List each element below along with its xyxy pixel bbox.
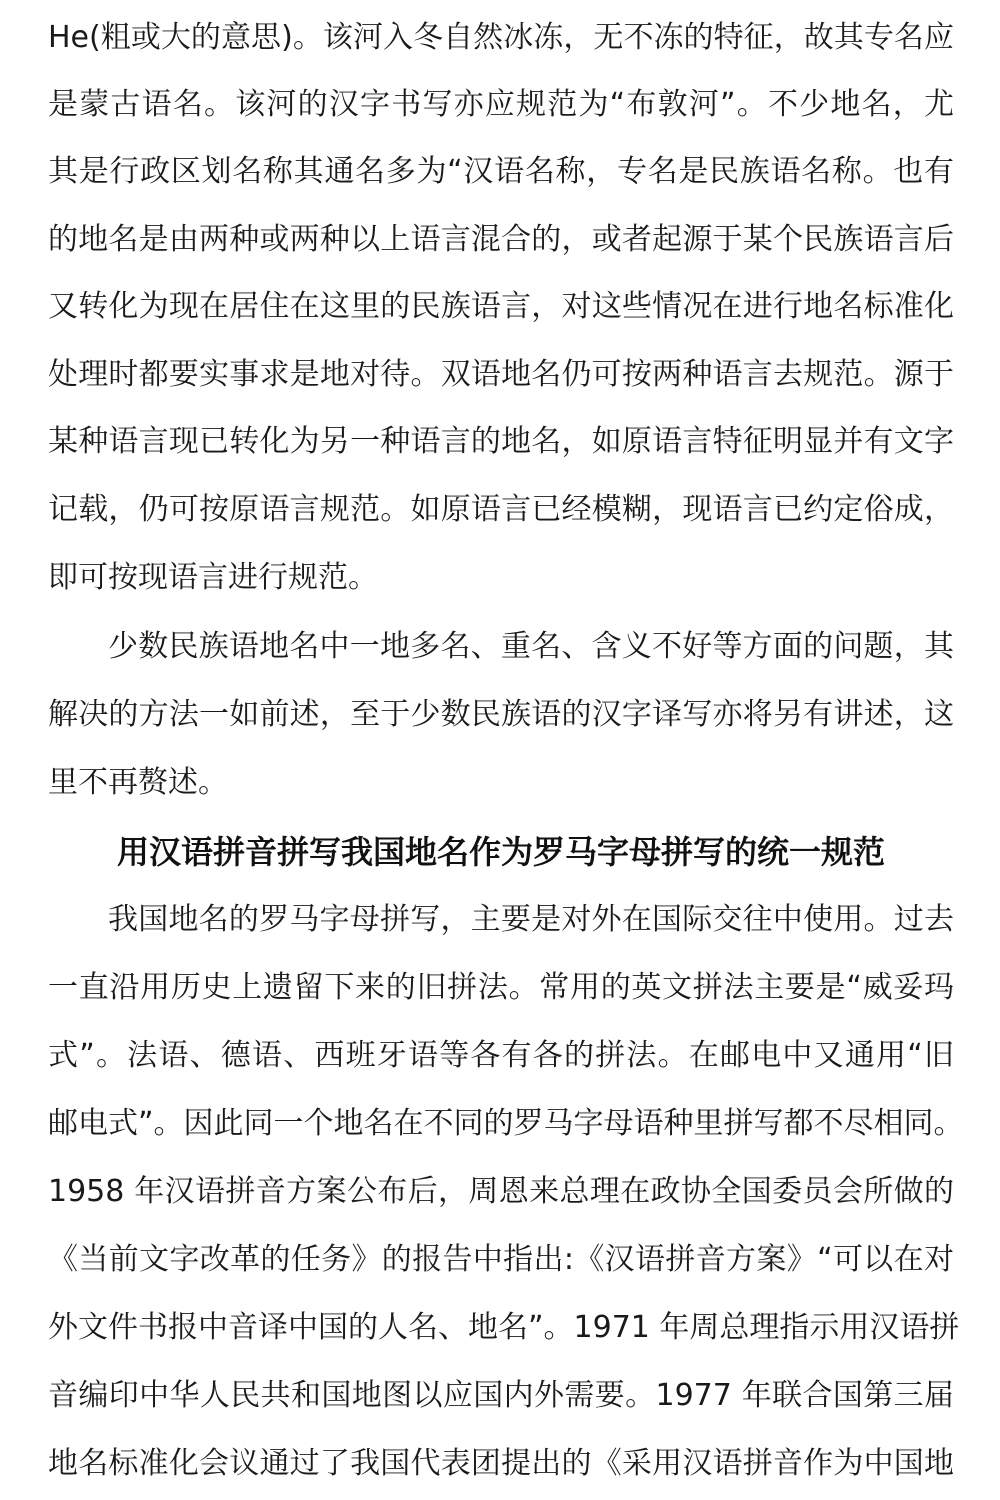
section-paragraph-line-3: 式”。法语、德语、西班牙语等各有各的拼法。在邮电中又通用“旧 bbox=[48, 1038, 954, 1073]
paragraph-1-line-4: 的地名是由两种或两种以上语言混合的，或者起源于某个民族语言后 bbox=[48, 222, 954, 257]
section-heading: 用汉语拼音拼写我国地名作为罗马字母拼写的统一规范 bbox=[116, 833, 885, 871]
section-paragraph-line-9: 地名标准化会议通过了我国代表团提出的《采用汉语拼音作为中国地 bbox=[48, 1446, 954, 1481]
paragraph-1-line-9: 即可按现语言进行规范。 bbox=[48, 560, 378, 595]
paragraph-1-line-8: 记载，仍可按原语言规范。如原语言已经模糊，现语言已约定俗成， bbox=[48, 492, 954, 527]
paragraph-1-line-1: He(粗或大的意思)。该河入冬自然冰冻，无不冻的特征，故其专名应 bbox=[48, 20, 954, 55]
paragraph-1-line-5: 又转化为现在居住在这里的民族语言，对这些情况在进行地名标准化 bbox=[48, 289, 954, 324]
paragraph-1-line-2: 是蒙古语名。该河的汉字书写亦应规范为“布敦河”。不少地名，尤 bbox=[48, 87, 954, 122]
section-paragraph-line-8: 音编印中华人民共和国地图以应国内外需要。1977 年联合国第三届 bbox=[48, 1378, 954, 1413]
section-paragraph-line-4: 邮电式”。因此同一个地名在不同的罗马字母语种里拼写都不尽相同。 bbox=[48, 1106, 964, 1141]
section-paragraph-line-6: 《当前文字改革的任务》的报告中指出:《汉语拼音方案》“可以在对 bbox=[48, 1242, 954, 1277]
section-paragraph-line-7: 外文件书报中音译中国的人名、地名”。1971 年周总理指示用汉语拼 bbox=[48, 1310, 960, 1345]
paragraph-1-line-7: 某种语言现已转化为另一种语言的地名，如原语言特征明显并有文字 bbox=[48, 424, 954, 459]
paragraph-2-line-3: 里不再赘述。 bbox=[48, 765, 228, 800]
paragraph-2-line-1: 少数民族语地名中一地多名、重名、含义不好等方面的问题，其 bbox=[108, 629, 954, 664]
paragraph-1-line-3: 其是行政区划名称其通名多为“汉语名称，专名是民族语名称。也有 bbox=[48, 154, 954, 189]
section-paragraph-line-5: 1958 年汉语拼音方案公布后，周恩来总理在政协全国委员会所做的 bbox=[48, 1174, 954, 1209]
paragraph-1-line-6: 处理时都要实事求是地对待。双语地名仍可按两种语言去规范。源于 bbox=[48, 357, 954, 392]
paragraph-2-line-2: 解决的方法一如前述，至于少数民族语的汉字译写亦将另有讲述，这 bbox=[48, 697, 954, 732]
section-paragraph-line-1: 我国地名的罗马字母拼写，主要是对外在国际交往中使用。过去 bbox=[108, 902, 954, 937]
section-paragraph-line-2: 一直沿用历史上遗留下来的旧拼法。常用的英文拼法主要是“威妥玛 bbox=[48, 970, 954, 1005]
